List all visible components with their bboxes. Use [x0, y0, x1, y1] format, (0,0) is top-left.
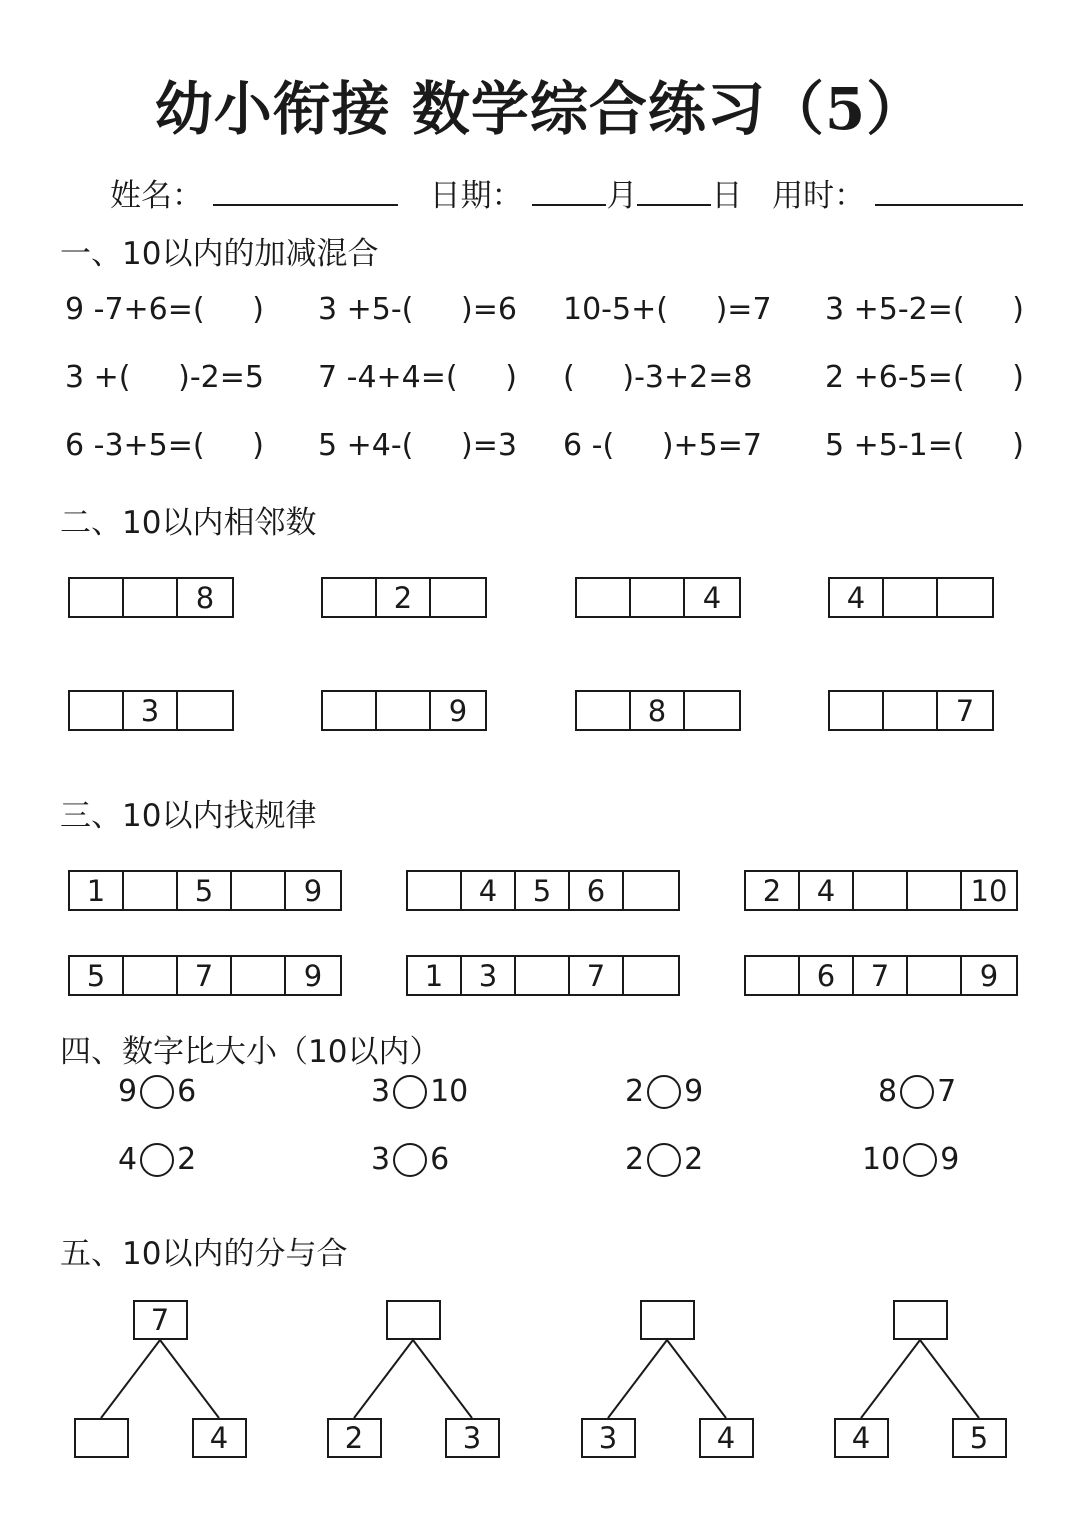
answer-cell[interactable]	[70, 579, 124, 616]
section-2-title: 二、10以内相邻数	[60, 505, 317, 541]
compare-answer-circle[interactable]	[393, 1143, 427, 1177]
given-number-cell: 2	[746, 872, 800, 909]
answer-cell[interactable]	[624, 957, 678, 994]
neighbor-group-5	[68, 690, 234, 731]
compare-item-7	[625, 1142, 703, 1177]
answer-cell[interactable]	[908, 872, 962, 909]
given-number-cell: 4	[702, 581, 722, 615]
neighbor-group-2	[321, 577, 487, 618]
compare-answer-circle[interactable]	[647, 1143, 681, 1177]
given-number-cell: 8	[631, 692, 685, 729]
answer-cell[interactable]	[854, 872, 908, 909]
given-number-cell: 7	[570, 957, 624, 994]
compare-left-number: 4	[118, 1142, 138, 1177]
tree-right-box: 4	[699, 1418, 754, 1458]
answer-cell[interactable]	[124, 957, 178, 994]
tree-right-box: 4	[192, 1418, 247, 1458]
compare-right-number: 6	[177, 1074, 197, 1109]
given-number-cell: 5	[70, 957, 124, 994]
date-label: 日期：	[429, 178, 523, 214]
neighbor-group-7	[575, 690, 741, 731]
tree-left-box: 3	[581, 1418, 636, 1458]
answer-cell[interactable]	[884, 692, 938, 729]
compare-right-number: 10	[430, 1074, 469, 1109]
section-3-title: 三、10以内找规律	[60, 798, 317, 834]
compare-left-number: 8	[878, 1074, 898, 1109]
compare-item-5	[118, 1142, 196, 1177]
compare-item-4	[878, 1074, 956, 1109]
equation-1-1[interactable]: 9 -7+6=( )	[65, 292, 264, 327]
compare-left-number: 3	[371, 1142, 391, 1177]
answer-cell[interactable]	[408, 872, 462, 909]
name-label: 姓名：	[110, 178, 203, 214]
tree-right-box: 3	[445, 1418, 500, 1458]
given-number-cell: 3	[124, 692, 178, 729]
answer-cell[interactable]	[232, 957, 286, 994]
given-number-cell: 6	[570, 872, 624, 909]
compare-left-number: 2	[625, 1142, 645, 1177]
tree-branch-line	[413, 1340, 472, 1418]
tree-top-box[interactable]	[893, 1300, 948, 1340]
tree-branch-line	[608, 1340, 667, 1418]
given-number-cell: 8	[195, 581, 215, 615]
given-number-cell: 9	[303, 874, 323, 908]
section-5-title: 五、10以内的分与合	[60, 1236, 348, 1272]
tree-top-box[interactable]	[386, 1300, 441, 1340]
answer-cell[interactable]	[124, 579, 178, 616]
given-number-cell: 9	[303, 959, 323, 993]
tree-branch-line	[101, 1340, 160, 1418]
compare-answer-circle[interactable]	[900, 1075, 934, 1109]
compare-right-number: 2	[684, 1142, 704, 1177]
compare-right-number: 2	[177, 1142, 197, 1177]
time-blank[interactable]	[875, 176, 1023, 206]
pattern-row-1	[68, 870, 342, 911]
given-number-cell: 9	[979, 959, 999, 993]
compare-left-number: 9	[118, 1074, 138, 1109]
pattern-row-6	[744, 955, 1018, 996]
equation-3-2[interactable]: 5 +4-( )=3	[318, 428, 517, 463]
section-4-title: 四、数字比大小（10以内）	[60, 1034, 441, 1070]
day-blank[interactable]	[637, 176, 711, 206]
given-number-cell: 5	[516, 872, 570, 909]
month-blank[interactable]	[532, 176, 606, 206]
given-number-cell: 5	[178, 872, 232, 909]
given-number-cell: 6	[800, 957, 854, 994]
tree-top-box: 7	[133, 1300, 188, 1340]
compare-answer-circle[interactable]	[393, 1075, 427, 1109]
equation-1-4[interactable]: 3 +5-2=( )	[825, 292, 1024, 327]
answer-cell[interactable]	[938, 579, 992, 616]
section-1-title: 一、10以内的加减混合	[60, 236, 379, 272]
answer-cell[interactable]	[631, 579, 685, 616]
compare-item-1	[118, 1074, 196, 1109]
compare-answer-circle[interactable]	[140, 1075, 174, 1109]
compare-left-number: 2	[625, 1074, 645, 1109]
month-label: 月	[606, 178, 638, 214]
answer-cell[interactable]	[884, 579, 938, 616]
tree-top-box[interactable]	[640, 1300, 695, 1340]
answer-cell[interactable]	[830, 692, 884, 729]
given-number-cell: 1	[408, 957, 462, 994]
neighbor-group-1	[68, 577, 234, 618]
equation-3-1[interactable]: 6 -3+5=( )	[65, 428, 264, 463]
given-number-cell: 2	[377, 579, 431, 616]
given-number-cell: 9	[448, 694, 468, 728]
answer-cell[interactable]	[178, 692, 232, 729]
equation-3-3[interactable]: 6 -( )+5=7	[563, 428, 762, 463]
equation-2-2[interactable]: 7 -4+4=( )	[318, 360, 517, 395]
given-number-cell: 4	[462, 872, 516, 909]
answer-cell[interactable]	[577, 692, 631, 729]
compare-left-number: 3	[371, 1074, 391, 1109]
neighbor-group-3	[575, 577, 741, 618]
answer-cell[interactable]	[124, 872, 178, 909]
given-number-cell: 10	[970, 874, 1008, 908]
equation-1-3[interactable]: 10-5+( )=7	[563, 292, 772, 327]
answer-cell[interactable]	[685, 692, 739, 729]
equation-2-1[interactable]: 3 +( )-2=5	[65, 360, 264, 395]
answer-cell[interactable]	[624, 872, 678, 909]
equation-1-2[interactable]: 3 +5-( )=6	[318, 292, 517, 327]
tree-branch-line	[667, 1340, 726, 1418]
answer-cell[interactable]	[323, 692, 377, 729]
compare-right-number: 6	[430, 1142, 450, 1177]
equation-2-4[interactable]: 2 +6-5=( )	[825, 360, 1024, 395]
equation-2-3[interactable]: ( )-3+2=8	[563, 360, 753, 395]
answer-cell[interactable]	[431, 579, 485, 616]
tree-left-box[interactable]	[74, 1418, 129, 1458]
answer-cell[interactable]	[577, 579, 631, 616]
given-number-cell: 7	[854, 957, 908, 994]
tree-right-box: 5	[952, 1418, 1007, 1458]
pattern-row-2	[406, 870, 680, 911]
name-blank[interactable]	[213, 176, 398, 206]
student-info	[110, 170, 1023, 215]
day-label: 日	[711, 178, 743, 214]
given-number-cell: 4	[800, 872, 854, 909]
compare-item-3	[625, 1074, 703, 1109]
given-number-cell: 4	[830, 579, 884, 616]
compare-answer-circle[interactable]	[903, 1143, 937, 1177]
tree-left-box: 4	[834, 1418, 889, 1458]
compare-right-number: 9	[940, 1142, 960, 1177]
equation-3-4[interactable]: 5 +5-1=( )	[825, 428, 1024, 463]
compare-answer-circle[interactable]	[647, 1075, 681, 1109]
neighbor-group-4	[828, 577, 994, 618]
pattern-row-5	[406, 955, 680, 996]
tree-branch-line	[920, 1340, 979, 1418]
tree-branch-line	[354, 1340, 413, 1418]
compare-item-2	[371, 1074, 468, 1109]
compare-right-number: 9	[684, 1074, 704, 1109]
pattern-row-4	[68, 955, 342, 996]
compare-right-number: 7	[937, 1074, 957, 1109]
answer-cell[interactable]	[908, 957, 962, 994]
answer-cell[interactable]	[323, 579, 377, 616]
compare-left-number: 10	[862, 1142, 901, 1177]
answer-cell[interactable]	[70, 692, 124, 729]
pattern-row-3	[744, 870, 1018, 911]
answer-cell[interactable]	[232, 872, 286, 909]
tree-branch-line	[861, 1340, 920, 1418]
tree-branch-line	[160, 1340, 219, 1418]
answer-cell[interactable]	[746, 957, 800, 994]
compare-item-8	[862, 1142, 959, 1177]
answer-cell[interactable]	[377, 692, 431, 729]
given-number-cell: 1	[70, 872, 124, 909]
compare-item-6	[371, 1142, 449, 1177]
given-number-cell: 7	[955, 694, 975, 728]
page-title: 幼小衔接 数学综合练习（5）	[154, 75, 926, 143]
neighbor-group-6	[321, 690, 487, 731]
answer-cell[interactable]	[516, 957, 570, 994]
compare-answer-circle[interactable]	[140, 1143, 174, 1177]
time-label: 用时：	[772, 178, 866, 214]
neighbor-group-8	[828, 690, 994, 731]
given-number-cell: 3	[462, 957, 516, 994]
tree-left-box: 2	[327, 1418, 382, 1458]
given-number-cell: 7	[178, 957, 232, 994]
